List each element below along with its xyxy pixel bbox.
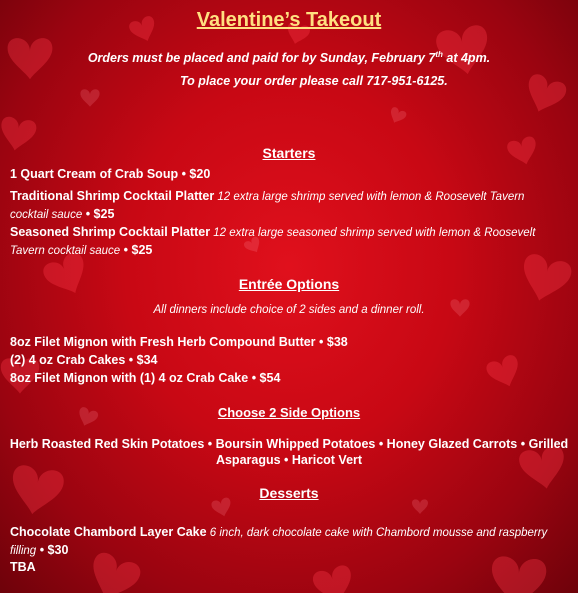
sides-list: Herb Roasted Red Skin Potatoes • Boursin Whipped Potatoes • Honey Glazed Carrots • Grilled Asparagus • Haricot Vert: [9, 437, 569, 467]
page-title: Valentine’s Takeout: [196, 9, 382, 31]
entree-note: All dinners include choice of 2 sides and a dinner roll.: [153, 304, 425, 316]
order-deadline-text: [0, 50, 578, 65]
item-name: TBA: [10, 560, 36, 574]
item-name: (2) 4 oz Crab Cakes: [10, 353, 126, 367]
entree-heading: Entrée Options: [238, 276, 340, 292]
starter-item: [10, 224, 560, 260]
item-name: Seasoned Shrimp Cocktail Platter: [10, 225, 211, 239]
starters-heading: Starters: [262, 145, 316, 161]
phone-text: To place your order please call 717-951-6125.: [180, 74, 448, 88]
item-price: • $30: [36, 543, 69, 557]
item-name: Chocolate Chambord Layer Cake: [10, 525, 207, 539]
item-price: • $25: [82, 207, 115, 221]
item-price: • $54: [248, 371, 281, 385]
item-desc: 12 extra large seasoned shrimp served with lemon & Roosevelt Tavern cocktail sauce: [10, 227, 536, 257]
item-name: Traditional Shrimp Cocktail Platter: [10, 189, 215, 203]
item-price: • $34: [125, 353, 158, 367]
entree-item: [10, 334, 560, 351]
dessert-item: [10, 559, 560, 576]
entree-item: [10, 370, 560, 387]
starter-item: [10, 188, 560, 224]
starter-item: [10, 166, 560, 184]
sides-heading: Choose 2 Side Options: [217, 405, 361, 420]
item-price: • $38: [315, 335, 348, 349]
item-price: • $20: [178, 167, 211, 181]
item-desc: 12 extra large shrimp served with lemon & Roosevelt Tavern cocktail sauce: [10, 191, 525, 221]
desserts-heading: Desserts: [259, 485, 319, 501]
deadline-text-a: Orders must be placed and paid for by Sunday, February 7: [87, 51, 436, 66]
item-price: • $25: [120, 243, 153, 257]
deadline-text-b: at 4pm.: [442, 51, 491, 66]
entree-item: [10, 352, 560, 369]
item-name: 1 Quart Cream of Crab Soup: [10, 167, 179, 181]
item-name: 8oz Filet Mignon with Fresh Herb Compound Butter: [10, 335, 316, 349]
deadline-ordinal: th: [435, 50, 443, 59]
dessert-item: [10, 524, 560, 560]
item-desc: 6 inch, dark chocolate cake with Chambord mousse and raspberry filling: [10, 527, 548, 557]
item-name: 8oz Filet Mignon with (1) 4 oz Crab Cake: [10, 371, 249, 385]
